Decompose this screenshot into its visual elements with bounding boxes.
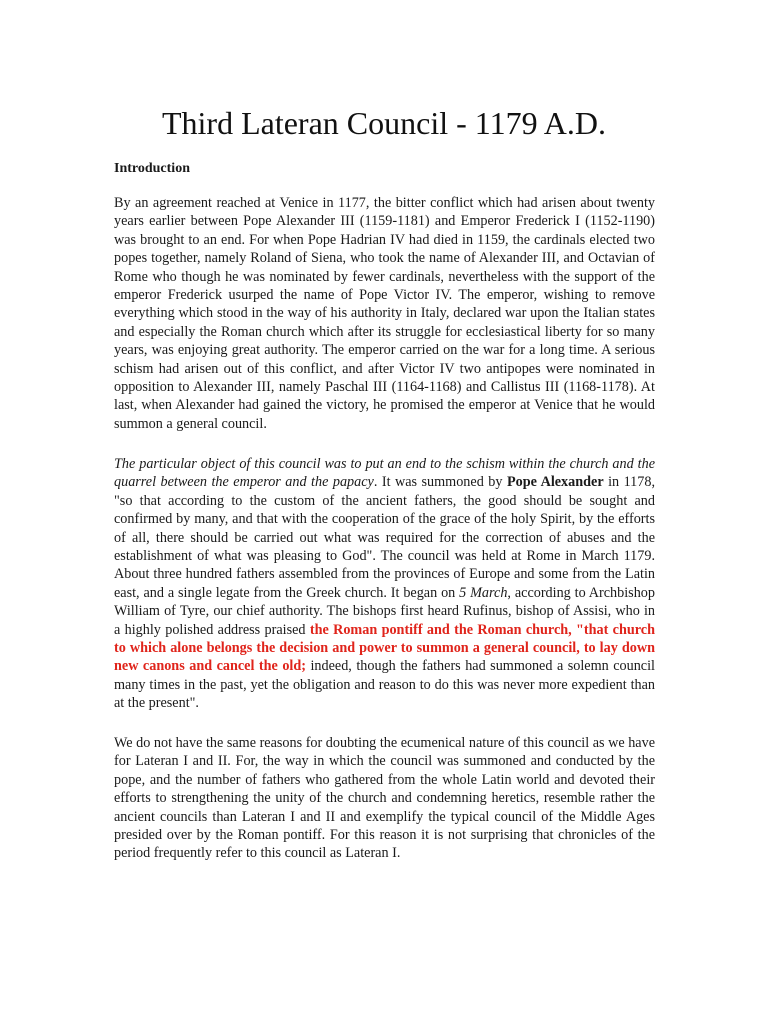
paragraph-text: , according to Archbishop William of Tyre, our chief authority. The bishops first heard Rufinus, bishop of Assisi, who in a highly polished address praised xyxy=(114,584,655,638)
paragraph-ecumenical-nature: We do not have the same reasons for doubting the ecumenical nature of this council as we have for Lateran I and II. For, the way in which the council was summoned and conducted by the pope, and the number of fathers who gathered from the whole Latin world and devoted their efforts to strengthening the unity of the church and condemning heretics, resemble rather the ancient councils than Lateran I and II and exemplify the typical council of the Middle Ages presided over by the Roman pontiff. For this reason it is not surprising that chronicles of the period frequently refer to this council as Lateran I. xyxy=(114,735,655,862)
paragraph-text: indeed, though the fathers had summoned a solemn council many times in the past, yet the obligation and reason to do this was never more expedient than at the present". xyxy=(114,658,655,712)
paragraph-text: . It was summoned by xyxy=(373,474,507,491)
page-title: Third Lateran Council - 1179 A.D. xyxy=(161,105,607,141)
paragraph-text: in 1178, "so that according to the custom of the ancient fathers, the good should be sought and confirmed by many, and that with the cooperation of the grace of the holy Spirit, by the efforts of all, there should be carried out what was required for the correction of abuses and the establishment of what was pleasing to God". The council was held at Rome in March 1179. About three hundred fathers assembled from the provinces of Europe and some from the Latin east, and a single legate from the Greek church. It began on xyxy=(114,474,656,601)
bold-name-pope-alexander: Pope Alexander xyxy=(506,474,604,491)
highlighted-quote: the Roman pontiff and the Roman church, "that church to which alone belongs the decision and power to summon a general council, to lay down new canons and cancel the old; xyxy=(114,621,655,675)
paragraph-council-object xyxy=(114,455,655,713)
paragraph-background: By an agreement reached at Venice in 1177, the bitter conflict which had arisen about twenty years earlier between Pope Alexander III (1159-1181) and Emperor Frederick I (1152-1190) was brought to an end. For when Pope Hadrian IV had died in 1159, the cardinals elected two popes together, namely Roland of Siena, who took the name of Alexander III, and Octavian of Rome who though he was nominated by fewer cardinals, nevertheless with the support of the emperor Frederick usurped the name of Pope Victor IV. The emperor, wishing to remove everything which stood in the way of his authority in Italy, declared war upon the Italian states and especially the Roman church which after its struggle for ecclesiastical liberty for so many years, was enjoying great authority. The emperor carried on the war for a long time. A serious schism had arisen out of this conflict, and after Victor IV two antipopes were nominated in opposition to Alexander III, namely Paschal III (1164-1168) and Callistus III (1168-1178). At last, when Alexander had gained the victory, he promised the emperor at Venice that he would summon a general council. xyxy=(114,195,655,432)
section-heading-introduction: Introduction xyxy=(114,161,190,176)
italic-date: 5 March xyxy=(459,584,508,601)
italic-intro: The particular object of this council was to put an end to the schism within the church and the quarrel between the emperor and the papacy xyxy=(114,456,655,491)
